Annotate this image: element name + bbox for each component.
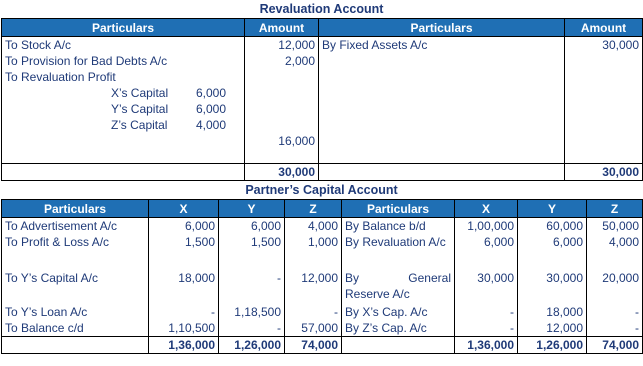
- credit-particulars-cell: [319, 37, 565, 164]
- revaluation-title: Revaluation Account: [259, 2, 384, 16]
- debit-amount-cell: [245, 37, 319, 164]
- debit-particulars-cell: [2, 37, 245, 164]
- profit-share-row: [111, 101, 241, 117]
- blank-cell: [319, 164, 565, 181]
- table-row: [2, 320, 643, 337]
- table-row: [2, 234, 643, 266]
- debit-y: 1,18,500: [219, 304, 285, 320]
- debit-z: 57,000: [285, 320, 342, 337]
- credit-particular: By Balance b/d: [342, 218, 455, 235]
- credit-z: -: [587, 320, 643, 337]
- capital-title: Partner’s Capital Account: [245, 183, 398, 197]
- profit-total-amount: 16,000: [278, 134, 315, 148]
- debit-x: 6,000: [149, 218, 219, 235]
- profit-share-row: [111, 117, 241, 133]
- debit-particular: To Profit & Loss A/c: [2, 234, 149, 266]
- bad-debts-label: To Provision for Bad Debts A/c: [5, 54, 168, 68]
- share-name: X’s Capital: [111, 86, 169, 100]
- credit-particular: By X’s Cap. A/c: [342, 304, 455, 320]
- debit-particular: To Y’s Capital A/c: [2, 266, 149, 304]
- credit-x: 30,000: [455, 266, 518, 304]
- header-z: Z: [285, 200, 342, 218]
- debit-z: -: [285, 304, 342, 320]
- debit-x: 18,000: [149, 266, 219, 304]
- credit-x: 6,000: [455, 234, 518, 266]
- credit-y: 30,000: [518, 266, 587, 304]
- credit-y: 18,000: [518, 304, 587, 320]
- by-label: By: [345, 271, 360, 285]
- capital-total-row: [2, 337, 643, 354]
- credit-y: 12,000: [518, 320, 587, 337]
- credit-particular: [342, 266, 455, 304]
- credit-total-y: 1,26,000: [518, 337, 587, 354]
- credit-z: 4,000: [587, 234, 643, 266]
- debit-y: -: [219, 266, 285, 304]
- stock-label: To Stock A/c: [5, 38, 72, 52]
- table-row: [2, 304, 643, 320]
- share-name: Y’s Capital: [111, 102, 169, 116]
- general-label: General: [408, 271, 451, 285]
- debit-total: 30,000: [245, 164, 319, 181]
- debit-y: 6,000: [219, 218, 285, 235]
- credit-total: 30,000: [565, 164, 643, 181]
- credit-y: 6,000: [518, 234, 587, 266]
- revaluation-profit-label: To Revaluation Profit: [5, 70, 116, 84]
- header-z: Z: [587, 200, 643, 218]
- credit-particular: By Revaluation A/c: [342, 234, 455, 266]
- debit-y: -: [219, 320, 285, 337]
- debit-total-x: 1,36,000: [149, 337, 219, 354]
- capital-table: [1, 199, 643, 354]
- debit-total-y: 1,26,000: [219, 337, 285, 354]
- table-row: [2, 218, 643, 235]
- debit-y: 1,500: [219, 234, 285, 266]
- credit-total-z: 74,000: [587, 337, 643, 354]
- bad-debts-amount: 2,000: [284, 54, 315, 68]
- share-value: 6,000: [196, 86, 227, 100]
- credit-y: 60,000: [518, 218, 587, 235]
- blank-cell: [2, 337, 149, 354]
- header-amount: Amount: [565, 19, 643, 37]
- share-value: 4,000: [196, 118, 227, 132]
- header-particulars: Particulars: [319, 19, 565, 37]
- debit-z: 4,000: [285, 218, 342, 235]
- debit-x: -: [149, 304, 219, 320]
- share-value: 6,000: [196, 102, 227, 116]
- header-y: Y: [518, 200, 587, 218]
- share-name: Z’s Capital: [111, 118, 168, 132]
- header-y: Y: [219, 200, 285, 218]
- fixed-assets-label: By Fixed Assets A/c: [322, 38, 428, 52]
- credit-z: 20,000: [587, 266, 643, 304]
- credit-z: -: [587, 304, 643, 320]
- header-x: X: [455, 200, 518, 218]
- revaluation-total-row: [2, 164, 643, 181]
- credit-x: 1,00,000: [455, 218, 518, 235]
- header-x: X: [149, 200, 219, 218]
- header-particulars: Particulars: [2, 19, 245, 37]
- revaluation-body-row: [2, 37, 643, 164]
- profit-share-row: [111, 85, 241, 101]
- blank-cell: [342, 337, 455, 354]
- header-particulars: Particulars: [342, 200, 455, 218]
- header-amount: Amount: [245, 19, 319, 37]
- debit-x: 1,10,500: [149, 320, 219, 337]
- credit-amount-cell: [565, 37, 643, 164]
- credit-total-x: 1,36,000: [455, 337, 518, 354]
- reserve-label: Reserve A/c: [345, 287, 410, 301]
- fixed-assets-amount: 30,000: [602, 38, 639, 52]
- debit-particular: To Advertisement A/c: [2, 218, 149, 235]
- capital-header-row: [2, 200, 643, 218]
- debit-total-z: 74,000: [285, 337, 342, 354]
- revaluation-header-row: [2, 19, 643, 37]
- header-particulars: Particulars: [2, 200, 149, 218]
- debit-z: 12,000: [285, 266, 342, 304]
- debit-z: 1,000: [285, 234, 342, 266]
- credit-particular: By Z’s Cap. A/c: [342, 320, 455, 337]
- stock-amount: 12,000: [278, 38, 315, 52]
- credit-z: 50,000: [587, 218, 643, 235]
- credit-x: -: [455, 304, 518, 320]
- blank-cell: [2, 164, 245, 181]
- debit-x: 1,500: [149, 234, 219, 266]
- revaluation-table: [1, 18, 643, 181]
- table-row: [2, 266, 643, 304]
- debit-particular: To Balance c/d: [2, 320, 149, 337]
- credit-x: -: [455, 320, 518, 337]
- debit-particular: To Y’s Loan A/c: [2, 304, 149, 320]
